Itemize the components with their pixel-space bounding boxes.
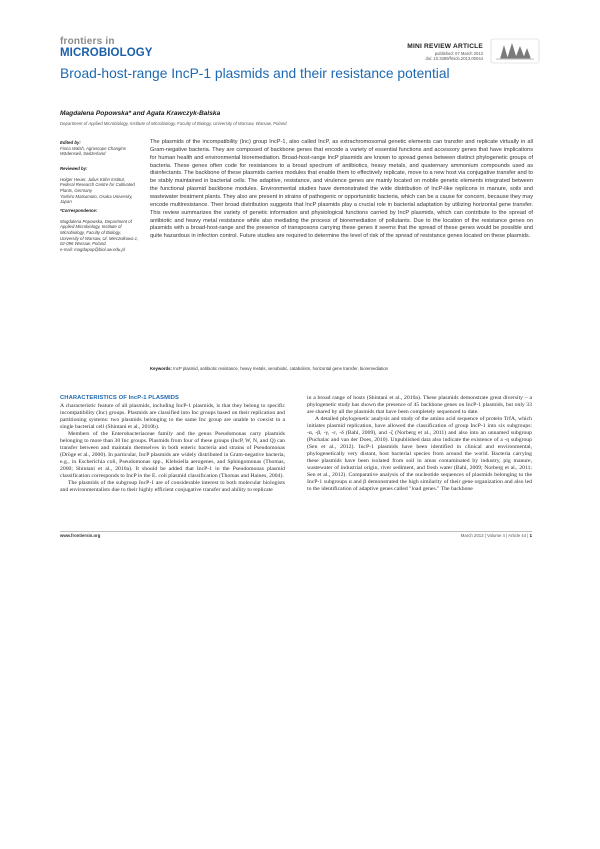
correspondence-label: *Correspondence:: [60, 207, 98, 213]
body-paragraph: A characteristic feature of all plasmids, including IncP-1 plasmids, is that they belong to specific incompatibility (Inc) groups. Plasmids are classified into Inc groups based on their replication and partitioning systems: two plasmids belonging to the same Inc group are unable to coexist in a single bacterial cell (Shintani et al., 2010b).: [60, 403, 285, 430]
open-access-logo-icon: [490, 37, 540, 65]
correspondence-block: [60, 202, 140, 258]
journal-logo: [60, 37, 153, 60]
body-paragraph: A detailed phylogenetic analysis and study of the amino acid sequence of protein TrfA, which initiates plasmid replication, have allowed the classification of group IncP-1 into six subgroups: -α, -β, -γ, -ε, -δ (Bahl, 2009), and -ζ (Norberg et al., 2011) and also into an unnamed subgroup (Puchalac and van der Does, 2010). Unpublished data also indicate the existence of a -η subgroup (Sen et al., 2012). IncP-1 plasmids have been identified in clinical and environmental, phylogenetically very distant, host bacterial species from around the world. Bacteria carrying these plasmids have been isolated from soil in areas contaminated by industry, pig manure, wastewater of industrial origin, river sediment, and fresh water (Bahl, 2009; Norberg et al., 2011; Sen et al., 2012). Comparative analysis of the nucleotide sequences of plasmids belonging to the IncP-1 subgroups α and β demonstrated the high similarity of their gene organization and also led to the identification of adaptive genes called "load genes." The backbone: [307, 416, 532, 492]
footer-date-volume: March 2013 | Volume 4 | Article 44 |: [460, 533, 529, 538]
article-meta: [407, 43, 483, 62]
article-title: Broad-host-range IncP-1 plasmids and their resistance potential: [60, 66, 450, 81]
journal-logo-line2: MICROBIOLOGY: [60, 47, 153, 59]
section-heading: CHARACTERISTICS OF IncP-1 PLASMIDS: [60, 395, 180, 401]
doi: doi: 10.3389/fmicb.2013.00044: [425, 56, 483, 62]
keywords-label: Keywords:: [150, 366, 172, 371]
keywords-list: IncP plasmid, antibiotic resistance, heavy metals, xenobiotic, catabolism, horizontal gene transfer, bioremediation: [173, 366, 389, 371]
body-paragraph: The plasmids of the subgroup IncP-1 are of considerable interest to both molecular biologists and environmentalists due to their highly efficient conjugative transfer and ability to replicate: [60, 480, 285, 493]
affiliation: Department of Applied Microbiology, Institute of Microbiology, Faculty of Biology, University of Warsaw, Warsaw, Poland: [60, 121, 287, 126]
reviewed-by: Holger Heuer, Julius Kühn Institut, Federal Research Centre for Cultivated Plants, Germany Yoshiro Matsumoto, Osaka University, Japan: [60, 176, 135, 205]
reviewed-by-label: Reviewed by:: [60, 165, 88, 171]
keywords: [150, 366, 533, 372]
journal-logo-line1: frontiers in: [60, 36, 115, 47]
edited-by: Fiona Walsh, Agroscope Changins Wädenswil, Switzerland: [60, 145, 126, 157]
correspondence: Magdalena Popowska, Department of Applied Microbiology, Institute of Microbiology, Faculty of Biology, University of Warsaw, Ul. Miecznikowa 1, 02-096 Warsaw, Poland. e-mail: magdapop@biol.uw.edu.pl: [60, 218, 139, 252]
body-paragraph: Members of the Enterobacteriaceae family and the genus Pseudomonas carry plasmids belonging to more than 30 Inc groups. Plasmids from four of these groups (IncP, W, N, and Q) can transfer between and maintain themselves in both enteric bacteria and strains of Pseudomonas (Dröge et al., 2000). In particular, IncP plasmids are widely distributed in Gram-negative bacteria, e.g., in Escherichia coli, Pseudomonas spp., Klebsiella aerogenes, and Sphingomonas (Thomas, 2000; Shintani et al., 2010a). It should be added that IncP-1 in the Pseudomonas plasmid classification corresponds to IncP in the E. coli plasmid classification (Thomas and Haines, 2004).: [60, 431, 285, 479]
footer-info: [461, 533, 532, 538]
edited-by-block: [60, 140, 140, 157]
abstract: The plasmids of the incompatibility (Inc) group IncP-1, also called IncP, as extrachromosomal genetic elements can transfer and replicate virtually in all Gram-negative bacteria. They are composed of backbone genes that encode a variety of essential functions and accessory genes that have implications for human health and environmental bioremediation. Broad-host-range IncP plasmids are known to spread genes between distinct phylogenetic groups of bacteria. These genes often code for resistances to a broad spectrum of antibiotics, heavy metals, and quaternary ammonium compounds used as disinfectants. The backbone of these plasmids carries modules that enable them to effectively replicate, move to a new host via conjugative transfer and to be stably maintained in bacterial cells. The adaptive, resistance, and virulence genes are mainly located on mobile genetic elements integrated between the functional plasmid backbone modules. Environmental studies have demonstrated the wide distribution of IncP-like replicons in manure, soils and wastewater treatment plants. They also are present in strains of pathogenic or opportunistic bacteria, which can be a cause for concern, because they may encode multiresistance. Their broad distribution suggests that IncP plasmids play a crucial role in bacterial adaptation by utilizing horizontal gene transfer. This review summarizes the variety of genetic information and physiological functions carried by IncP plasmids, which can contribute to the spread of antibiotic and heavy metal resistance while also mediating the process of bioremediation of pollutants. Due to the location of the resistance genes on plasmids with a broad-host-range and the presence of transposons carrying these genes it seems that the spread of these genes would be possible and quite hazardous in infection control. Future studies are required to determine the level of risk of the spread of resistance genes located on these plasmids.: [150, 139, 533, 240]
body-column-right: [307, 395, 532, 493]
body-paragraph: in a broad range of hosts (Shintani et al., 2010a). These plasmids demonstrate great diversity – a phylogenetic study has shown the presence of 45 backbone genes on IncP-1 plasmids, but only 33 are shared by all the plasmids that have been completely sequenced to date.: [307, 395, 532, 415]
published-date: published: 07 March 2013: [434, 51, 483, 57]
body-column-left: [60, 403, 285, 494]
footer-url[interactable]: www.frontiersin.org: [60, 533, 101, 538]
footer-divider: [60, 531, 532, 532]
authors: Magdalena Popowska* and Agata Krawczyk-Balska: [60, 110, 221, 117]
article-type: MINI REVIEW ARTICLE: [407, 43, 483, 50]
page-number: 1: [529, 533, 532, 538]
edited-by-label: Edited by:: [60, 140, 81, 145]
